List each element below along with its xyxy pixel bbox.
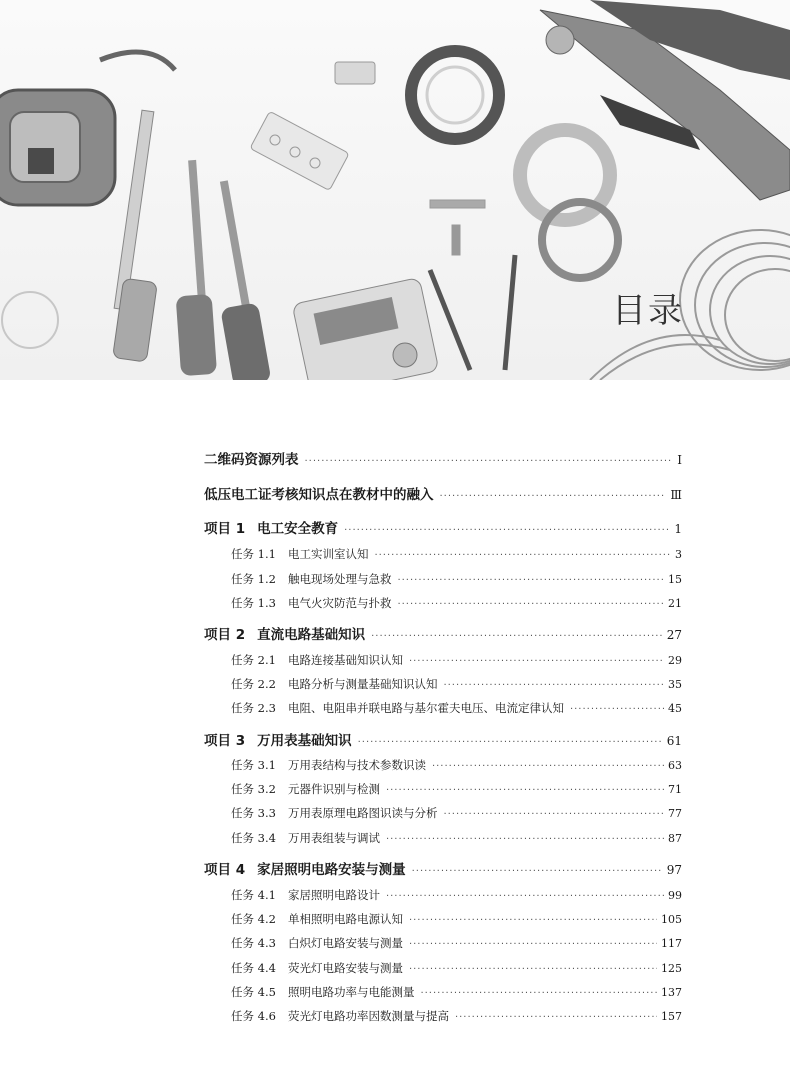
toc-page-number: 71 — [668, 783, 682, 796]
toc-entry-number: 任务 2.2 — [231, 677, 276, 691]
toc-section-row[interactable] — [204, 830, 682, 846]
toc-entry-number: 项目 3 — [204, 733, 246, 749]
toc-section-row[interactable] — [204, 887, 682, 903]
toc-page-number: 105 — [661, 913, 682, 926]
toc-leader-dots — [443, 680, 664, 691]
toc-leader-dots — [409, 656, 664, 667]
toc-page-number: 157 — [661, 1010, 682, 1023]
toc-entry-title: 万用表原理电路图识读与分析 — [287, 806, 438, 820]
toc-section-row[interactable] — [204, 700, 682, 716]
toc-entry-title: 白炽灯电路安装与测量 — [287, 936, 403, 950]
toc-page-number: 3 — [675, 548, 682, 561]
toc-page-number: 61 — [666, 734, 682, 748]
toc-page-number: Ⅲ — [670, 488, 682, 502]
toc-page-number: 125 — [661, 962, 682, 975]
toc-entry-number: 任务 4.4 — [231, 961, 276, 975]
toc-page-number: 1 — [674, 522, 682, 536]
toc-entry-title: 直流电路基础知识 — [257, 627, 366, 643]
toc-page-number: 29 — [668, 654, 682, 667]
toc-entry-number: 项目 1 — [204, 521, 246, 537]
pliers-icon — [540, 0, 790, 200]
toc-leader-dots — [455, 1012, 657, 1023]
toc-page-number: 87 — [668, 832, 682, 845]
toc-page-number: 97 — [666, 863, 682, 877]
toc-page-number: 117 — [661, 937, 682, 950]
toc-chapter-row[interactable] — [204, 448, 682, 468]
toc-entry-number: 任务 4.6 — [231, 1009, 276, 1023]
toc-section-row[interactable] — [204, 757, 682, 773]
toc-page-number: 137 — [661, 986, 682, 999]
toc-leader-dots — [397, 599, 664, 610]
toc-leader-dots — [412, 866, 663, 877]
toc-leader-dots — [371, 631, 663, 642]
multimeter-icon — [292, 277, 439, 380]
toc-entry-title: 家居照明电路安装与测量 — [257, 862, 406, 878]
toc-section-row[interactable] — [204, 652, 682, 668]
toc-section-row[interactable] — [204, 935, 682, 951]
toc-leader-dots — [570, 704, 664, 715]
toc-leader-dots — [409, 964, 657, 975]
toc-section-row[interactable] — [204, 1008, 682, 1024]
toc-entry-title: 电路连接基础知识认知 — [287, 653, 403, 667]
toc-leader-dots — [344, 525, 670, 536]
toc-chapter-row[interactable] — [204, 517, 682, 537]
toc-chapter-row[interactable] — [204, 483, 682, 503]
toc-leader-dots — [386, 785, 664, 796]
toc-page-number: 45 — [668, 702, 682, 715]
toc-entry-number: 任务 4.1 — [231, 888, 276, 902]
page-title: 目录 — [612, 291, 684, 331]
toc-page-number: 77 — [668, 807, 682, 820]
toc-entry-title: 荧光灯电路安装与测量 — [287, 961, 403, 975]
toc-page-number: 35 — [668, 678, 682, 691]
toc-leader-dots — [440, 491, 667, 502]
toc-leader-dots — [386, 891, 664, 902]
toc-entry-number: 任务 2.1 — [231, 653, 276, 667]
toc-entry-number: 项目 4 — [204, 862, 246, 878]
toc-section-row[interactable] — [204, 984, 682, 1000]
toc-entry-title: 万用表结构与技术参数识读 — [287, 758, 426, 772]
toc-section-row[interactable] — [204, 781, 682, 797]
terminal-block-icon — [250, 111, 349, 190]
toc-entry-number: 任务 1.3 — [231, 596, 276, 610]
light-bulb-icon — [2, 292, 58, 348]
toc-entry-title: 电工安全教育 — [257, 521, 339, 537]
toc-section-row[interactable] — [204, 546, 682, 562]
toc-entry-number: 任务 2.3 — [231, 701, 276, 715]
toc-entry-number: 项目 2 — [204, 627, 246, 643]
toc-section-row[interactable] — [204, 805, 682, 821]
toc-entry-number: 任务 1.1 — [231, 547, 276, 561]
toc-entry-title: 电路分析与测量基础知识认知 — [287, 677, 438, 691]
toc-entry-number: 任务 4.5 — [231, 985, 276, 999]
toc-chapter-row[interactable] — [204, 729, 682, 749]
toc-leader-dots — [443, 809, 664, 820]
screwdriver-icon — [113, 110, 272, 380]
toc-entry-title: 家居照明电路设计 — [287, 888, 380, 902]
toc-entry-title: 二维码资源列表 — [204, 452, 299, 468]
toc-leader-dots — [409, 915, 657, 926]
toc-entry-title: 万用表组装与调试 — [287, 831, 380, 845]
toc-entry-title: 电气火灾防范与扑救 — [287, 596, 392, 610]
toc-entry-number: 任务 4.3 — [231, 936, 276, 950]
toc-leader-dots — [374, 550, 671, 561]
toc-entry-title: 电阻、电阻串并联电路与基尔霍夫电压、电流定律认知 — [287, 701, 564, 715]
toc-entry-title: 电工实训室认知 — [287, 547, 369, 561]
toc-entry-title: 低压电工证考核知识点在教材中的融入 — [204, 487, 434, 503]
toc-leader-dots — [305, 456, 674, 467]
toc-entry-number: 任务 3.1 — [231, 758, 276, 772]
toc-entry-number: 任务 1.2 — [231, 572, 276, 586]
toc-section-row[interactable] — [204, 676, 682, 692]
toc-page-number: 63 — [668, 759, 682, 772]
toc-page-number: 99 — [668, 889, 682, 902]
toc-leader-dots — [432, 761, 664, 772]
toc-entry-title: 触电现场处理与急救 — [287, 572, 392, 586]
toc-chapter-row[interactable] — [204, 858, 682, 878]
toc-entry-title: 元器件识别与检测 — [287, 782, 380, 796]
toc-page-number: 15 — [668, 573, 682, 586]
toc-entry-number: 任务 4.2 — [231, 912, 276, 926]
toc-entry-title: 荧光灯电路功率因数测量与提高 — [287, 1009, 449, 1023]
toc-leader-dots — [358, 737, 663, 748]
toc-section-row[interactable] — [204, 960, 682, 976]
toc-section-row[interactable] — [204, 911, 682, 927]
toc-entry-number: 任务 3.4 — [231, 831, 276, 845]
toc-entry-title: 单相照明电路电源认知 — [287, 912, 403, 926]
toc-entry-title: 照明电路功率与电能测量 — [287, 985, 415, 999]
test-probe-icon — [430, 255, 515, 370]
toc-chapter-row[interactable] — [204, 623, 682, 643]
insulation-tape-icon — [411, 51, 618, 278]
toc-page-number: 21 — [668, 597, 682, 610]
toc-leader-dots — [420, 988, 657, 999]
toc-entry-number: 任务 3.3 — [231, 806, 276, 820]
toc-leader-dots — [397, 575, 664, 586]
toc-entry-title: 万用表基础知识 — [257, 733, 352, 749]
toc-entry-number: 任务 3.2 — [231, 782, 276, 796]
cover-illustration — [0, 0, 790, 380]
toc-section-row[interactable] — [204, 571, 682, 587]
toc-section-row[interactable] — [204, 595, 682, 611]
toc-page-number: Ⅰ — [677, 453, 682, 467]
toc-page-number: 27 — [666, 628, 682, 642]
toc-leader-dots — [386, 834, 664, 845]
toc-leader-dots — [409, 939, 657, 950]
